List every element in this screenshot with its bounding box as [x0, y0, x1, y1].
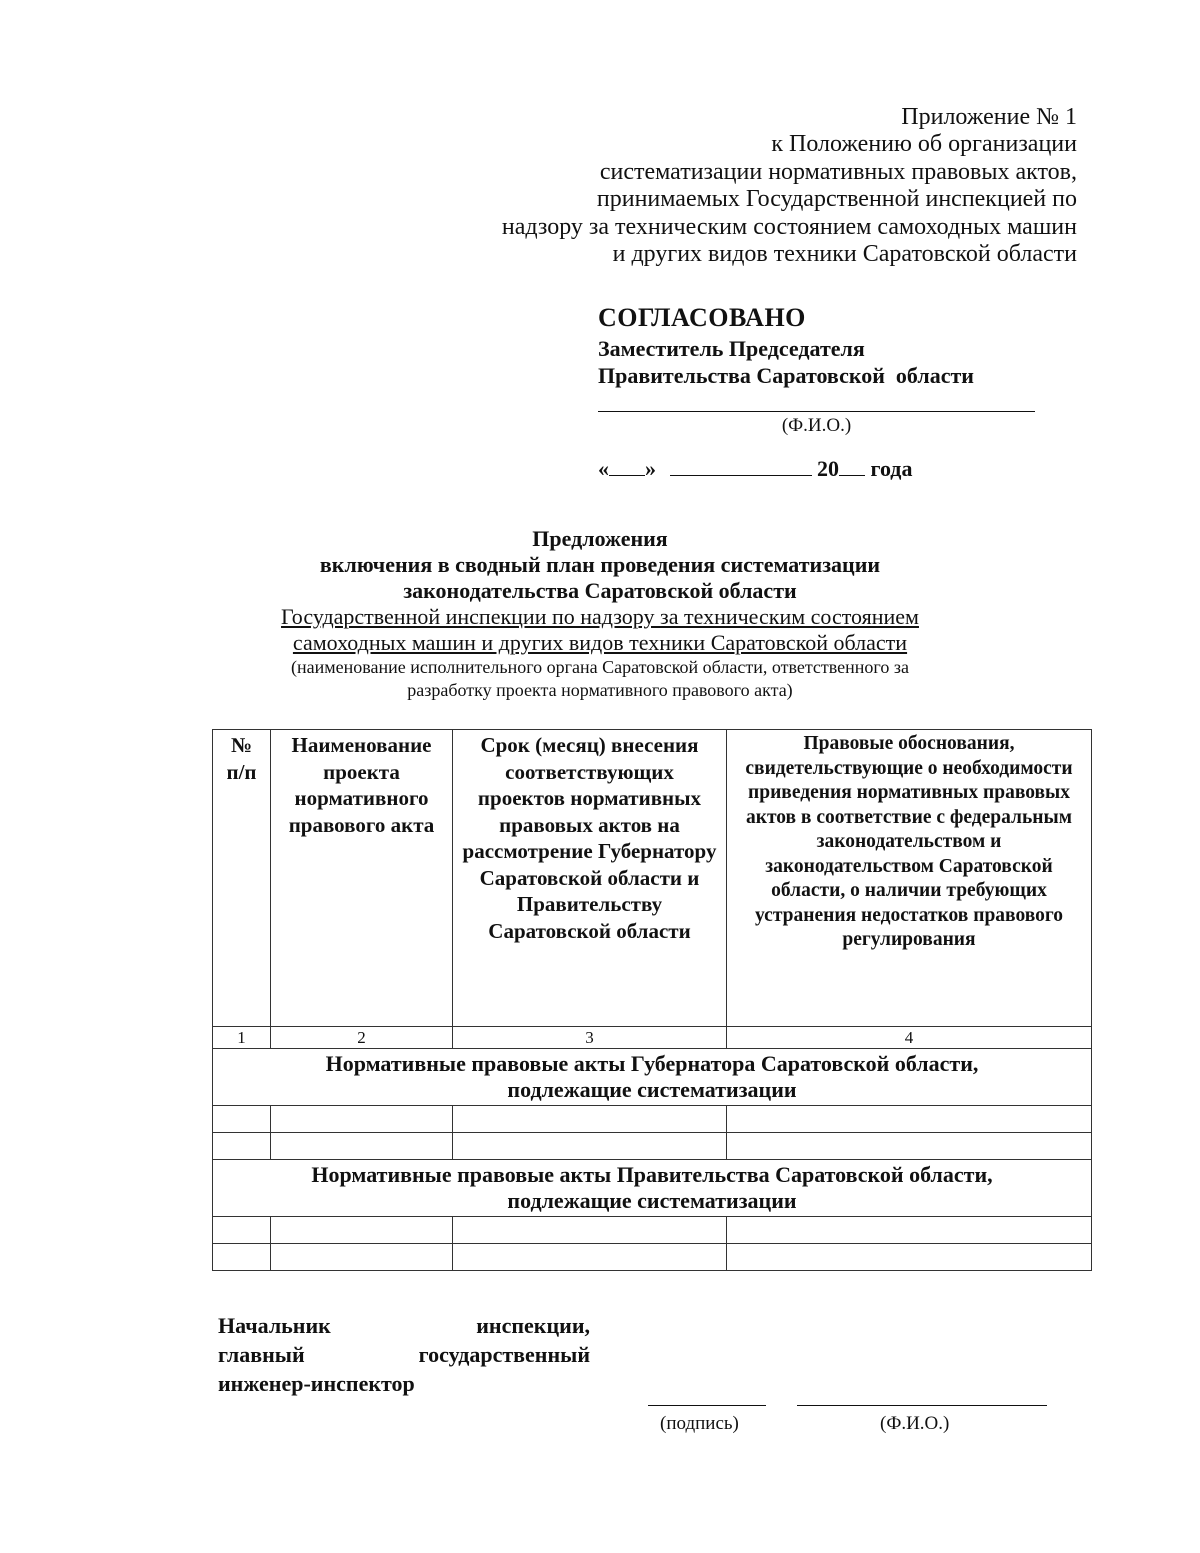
- date-month-blank: [670, 455, 812, 476]
- table-cell: [453, 1106, 727, 1133]
- column-number-row: [213, 1027, 1092, 1049]
- date-open-quote: «: [598, 456, 609, 481]
- section-line: Нормативные правовые акты Губернатора Саратовской области,: [325, 1051, 979, 1076]
- approval-position-line: Заместитель Председателя: [598, 336, 865, 361]
- appendix-line: и других видов техники Саратовской области: [612, 241, 1077, 268]
- approval-date: [598, 455, 1038, 482]
- appendix-line: принимаемых Государственной инспекцией по: [596, 186, 1077, 213]
- date-day-blank: [609, 455, 645, 476]
- table-cell: [213, 1133, 271, 1160]
- signer-line: [218, 1311, 590, 1340]
- table-cell: [271, 1106, 453, 1133]
- approval-title: СОГЛАСОВАНО: [598, 303, 806, 332]
- header-deadline: Срок (месяц) внесения соответствующих проектов нормативных правовых актов на рассмотрение Губернатору Саратовской области и Правительству Саратовской области: [453, 730, 727, 1027]
- heading-line: включения в сводный план проведения систематизации: [319, 552, 881, 577]
- section-line: подлежащие систематизации: [507, 1188, 797, 1213]
- heading-note-line: (наименование исполнительного органа Саратовской области, ответственного за: [291, 657, 909, 677]
- table-cell: [213, 1106, 271, 1133]
- fio-caption: (Ф.И.О.): [880, 1413, 950, 1434]
- appendix-line: надзору за техническим состоянием самоходных машин: [501, 213, 1077, 240]
- heading-org-line: самоходных машин и других видов техники Саратовской области: [292, 630, 908, 655]
- proposals-table: [212, 729, 1092, 1271]
- heading-note-line: разработку проекта нормативного правового акта): [407, 680, 793, 700]
- date-suffix: года: [870, 456, 913, 481]
- section-row-governor: [213, 1049, 1092, 1106]
- date-close-quote: »: [645, 456, 656, 481]
- table-row: [213, 1217, 1092, 1244]
- approval-position-line: Правительства Саратовской области: [598, 363, 974, 388]
- signer-block: [218, 1311, 590, 1398]
- column-number: 3: [453, 1027, 727, 1049]
- heading-title: Предложения: [532, 526, 668, 551]
- appendix-block: [502, 104, 1077, 268]
- table-row: [213, 1133, 1092, 1160]
- table-header-row: [213, 730, 1092, 1027]
- section-row-government: [213, 1160, 1092, 1217]
- table-row: [213, 1244, 1092, 1271]
- table-cell: [727, 1244, 1092, 1271]
- table-cell: [727, 1106, 1092, 1133]
- approval-block: [598, 303, 1038, 482]
- appendix-line: систематизации нормативных правовых актов,: [599, 158, 1077, 185]
- appendix-line: к Положению об организации: [771, 131, 1077, 158]
- column-number: 1: [213, 1027, 271, 1049]
- signer-word: Начальник: [218, 1313, 331, 1338]
- appendix-line: Приложение № 1: [901, 104, 1077, 130]
- section-line: подлежащие систематизации: [507, 1077, 797, 1102]
- heading-org-line: Государственной инспекции по надзору за техническим состоянием: [281, 604, 919, 629]
- table-row: [213, 1106, 1092, 1133]
- table-cell: [213, 1217, 271, 1244]
- document-heading: [0, 526, 1200, 702]
- column-number: 2: [271, 1027, 453, 1049]
- header-legal-grounds: Правовые обоснования, свидетельствующие о необходимости приведения нормативных правовых актов в соответствие с федеральным законодательством и законодательством Саратовской области, о наличии требующих устранения недостатков правового регулирования: [727, 730, 1092, 1027]
- section-heading: [213, 1160, 1092, 1217]
- header-act-name: Наименование проекта нормативного правового акта: [271, 730, 453, 1027]
- approval-signature-line: [598, 411, 1035, 412]
- heading-line: законодательства Саратовской области: [403, 578, 797, 603]
- table-cell: [727, 1133, 1092, 1160]
- signer-line: инженер-инспектор: [218, 1371, 415, 1396]
- table-cell: [213, 1244, 271, 1271]
- table-cell: [271, 1217, 453, 1244]
- table-cell: [453, 1217, 727, 1244]
- approval-fio-caption: (Ф.И.О.): [781, 415, 852, 436]
- signature-caption: (подпись): [660, 1413, 739, 1434]
- fio-line: [797, 1405, 1047, 1406]
- section-line: Нормативные правовые акты Правительства Саратовской области,: [311, 1162, 993, 1187]
- table-cell: [453, 1244, 727, 1271]
- table-cell: [271, 1133, 453, 1160]
- signer-word: государственный: [418, 1342, 590, 1367]
- table-cell: [271, 1244, 453, 1271]
- signer-word: главный: [218, 1342, 305, 1367]
- signer-word: инспекции,: [476, 1313, 590, 1338]
- signature-line: [648, 1405, 766, 1406]
- header-number: № п/п: [213, 730, 271, 1027]
- table-cell: [453, 1133, 727, 1160]
- date-year-prefix: 20: [817, 456, 839, 481]
- signer-line: [218, 1340, 590, 1369]
- date-year-blank: [839, 455, 865, 476]
- section-heading: [213, 1049, 1092, 1106]
- table-cell: [727, 1217, 1092, 1244]
- approval-position: [598, 335, 1038, 389]
- column-number: 4: [727, 1027, 1092, 1049]
